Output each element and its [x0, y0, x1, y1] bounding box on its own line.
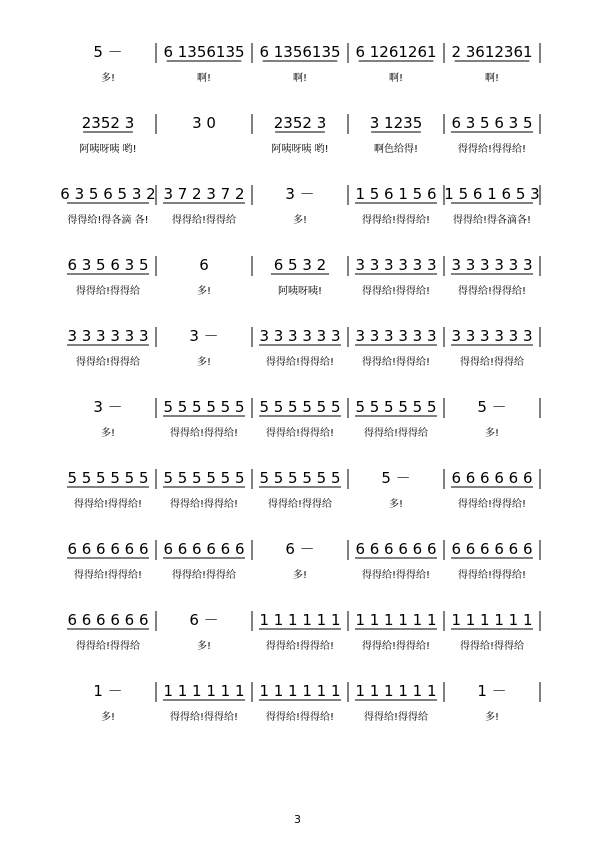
note-group: 5 5 5 5 5 5	[163, 469, 245, 487]
lyric-text: 得得给!得得给	[459, 357, 525, 368]
lyric-text: 得得给!得得给!	[361, 641, 431, 652]
note-group: 6 6 6 6 6 6	[451, 469, 533, 487]
note-group: 1 －	[477, 682, 507, 700]
lyric-text: 多!	[196, 357, 212, 368]
note-group: 5 5 5 5 5 5	[355, 398, 437, 416]
lyric-text: 得得给!得得给!	[169, 499, 239, 510]
lyric-text: 得得给!得各滴各!	[452, 215, 532, 226]
note-group: 6 6 6 6 6 6	[163, 540, 245, 558]
note-group: 1 －	[93, 682, 123, 700]
lyric-text: 得得给!得得给	[171, 570, 237, 581]
note-group: 6 6 6 6 6 6	[67, 540, 149, 558]
lyric-text: 得得给!得得给!	[73, 499, 143, 510]
lyric-text: 阿咦呀咦!	[277, 286, 323, 297]
note-group: 3 3 3 3 3 3	[451, 256, 533, 274]
lyric-text: 多!	[484, 428, 500, 439]
lyric-text: 得得给!得得给!	[265, 641, 335, 652]
lyric-text: 得得给!得得给	[363, 712, 429, 723]
lyric-text: 啊!	[292, 73, 308, 84]
lyric-text: 得得给!得得给!	[457, 570, 527, 581]
note-group: 3 1235	[369, 114, 423, 132]
note-group: 6 －	[189, 611, 219, 629]
note-group: 1 5 6 1 5 6	[355, 185, 437, 203]
note-group: 1 5 6 1 6 5 3	[444, 185, 540, 203]
lyric-text: 得得给!得得给!	[265, 428, 335, 439]
note-group: 6 3 5 6 3 5	[67, 256, 149, 274]
note-group: 5 5 5 5 5 5	[259, 469, 341, 487]
note-group: 3 －	[285, 185, 315, 203]
note-group: 6 1356135	[259, 43, 341, 61]
note-group: 6	[199, 256, 209, 274]
lyric-text: 得得给!得得给!	[361, 215, 431, 226]
lyric-text: 得得给!得得给!	[457, 286, 527, 297]
lyric-text: 多!	[292, 570, 308, 581]
lyric-text: 得得给!得得给!	[265, 357, 335, 368]
lyric-text: 得得给!得得给!	[361, 286, 431, 297]
note-group: 3 3 3 3 3 3	[355, 327, 437, 345]
lyric-text: 得得给!得得给!	[457, 499, 527, 510]
lyric-text: 啊!	[196, 73, 212, 84]
note-group: 2 3612361	[451, 43, 533, 61]
note-group: 5 －	[93, 43, 123, 61]
note-group: 1 1 1 1 1 1	[259, 682, 341, 700]
lyric-text: 多!	[196, 286, 212, 297]
note-group: 3 7 2 3 7 2	[163, 185, 245, 203]
lyric-text: 得得给!得得给	[75, 641, 141, 652]
note-group: 5 －	[381, 469, 411, 487]
note-group: 3 －	[189, 327, 219, 345]
lyric-text: 啊!	[484, 73, 500, 84]
lyric-text: 得得给!得得给	[75, 357, 141, 368]
note-group: 3 3 3 3 3 3	[259, 327, 341, 345]
lyric-text: 阿咦呀咦 哟!	[271, 144, 329, 155]
note-group: 2352 3	[81, 114, 135, 132]
lyric-text: 啊!	[388, 73, 404, 84]
note-group: 6 6 6 6 6 6	[355, 540, 437, 558]
note-group: 3 3 3 3 3 3	[355, 256, 437, 274]
lyric-text: 多!	[196, 641, 212, 652]
note-group: 5 5 5 5 5 5	[259, 398, 341, 416]
page-number: 3	[294, 813, 301, 826]
note-group: 1 1 1 1 1 1	[451, 611, 533, 629]
note-group: 6 3 5 6 3 5	[451, 114, 533, 132]
note-group: 5 －	[477, 398, 507, 416]
lyric-text: 啊色给得!	[373, 144, 419, 155]
note-group: 6 3 5 6 5 3 2	[60, 185, 156, 203]
note-group: 6 6 6 6 6 6	[451, 540, 533, 558]
lyric-text: 得得给!得得给	[171, 215, 237, 226]
lyric-text: 得得给!得得给!	[457, 144, 527, 155]
note-group: 3 －	[93, 398, 123, 416]
lyric-text: 得得给!得得给	[459, 641, 525, 652]
note-group: 1 1 1 1 1 1	[259, 611, 341, 629]
note-group: 6 1261261	[355, 43, 437, 61]
lyric-text: 多!	[100, 712, 116, 723]
lyric-text: 多!	[100, 428, 116, 439]
note-group: 1 1 1 1 1 1	[355, 611, 437, 629]
lyric-text: 得得给!得得给!	[361, 570, 431, 581]
lyric-text: 得得给!得得给	[267, 499, 333, 510]
note-group: 6 6 6 6 6 6	[67, 611, 149, 629]
note-group: 3 3 3 3 3 3	[451, 327, 533, 345]
lyric-text: 多!	[100, 73, 116, 84]
lyric-text: 得得给!得各滴 各!	[67, 215, 149, 226]
note-group: 6 －	[285, 540, 315, 558]
lyric-text: 多!	[292, 215, 308, 226]
lyric-text: 得得给!得得给!	[361, 357, 431, 368]
note-group: 1 1 1 1 1 1	[163, 682, 245, 700]
note-group: 5 5 5 5 5 5	[163, 398, 245, 416]
note-group: 3 3 3 3 3 3	[67, 327, 149, 345]
note-group: 6 1356135	[163, 43, 245, 61]
lyric-text: 得得给!得得给!	[73, 570, 143, 581]
lyric-text: 阿咦呀咦 哟!	[79, 144, 137, 155]
lyric-text: 多!	[388, 499, 404, 510]
note-group: 2352 3	[273, 114, 327, 132]
lyric-text: 得得给!得得给!	[265, 712, 335, 723]
note-group: 1 1 1 1 1 1	[355, 682, 437, 700]
note-group: 6 5 3 2	[273, 256, 327, 274]
note-group: 3 0	[192, 114, 216, 132]
lyric-text: 得得给!得得给!	[169, 712, 239, 723]
lyric-text: 得得给!得得给!	[169, 428, 239, 439]
note-group: 5 5 5 5 5 5	[67, 469, 149, 487]
lyric-text: 得得给!得得给	[363, 428, 429, 439]
lyric-text: 多!	[484, 712, 500, 723]
lyric-text: 得得给!得得给	[75, 286, 141, 297]
